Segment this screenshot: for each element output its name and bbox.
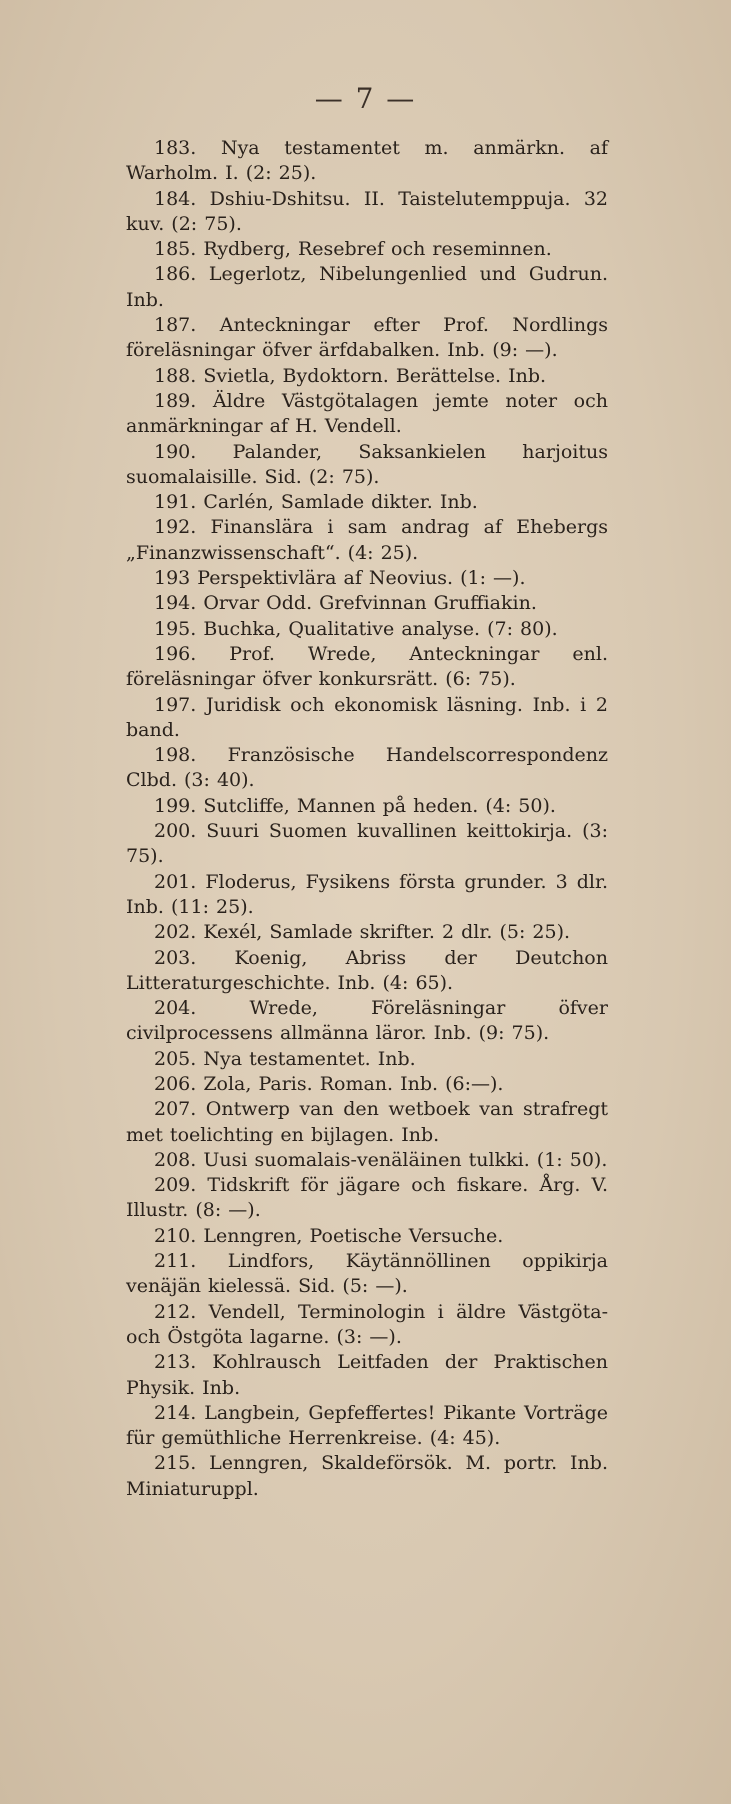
- catalog-entry: 213. Kohlrausch Leitfaden der Praktischen Physik. Inb.: [126, 1351, 608, 1399]
- catalog-entry: 211. Lindfors, Käytännöllinen oppikirja venäjän kielessä. Sid. (5: —).: [126, 1250, 608, 1298]
- catalog-entry: 186. Legerlotz, Nibelungenlied und Gudrun. Inb.: [126, 263, 608, 311]
- catalog-entry: 212. Vendell, Terminologin i äldre Västgöta- och Östgöta lagarne. (3: —).: [126, 1300, 608, 1348]
- catalog-entry: 203. Koenig, Abriss der Deutchon Litteraturgeschichte. Inb. (4: 65).: [126, 946, 608, 994]
- catalog-entry: 194. Orvar Odd. Grefvinnan Gruffiakin.: [154, 592, 537, 615]
- catalog-entry: 191. Carlén, Samlade dikter. Inb.: [154, 491, 478, 514]
- catalog-entry: 190. Palander, Saksankielen harjoitus suomalaisille. Sid. (2: 75).: [126, 440, 608, 488]
- catalog-entry: 200. Suuri Suomen kuvallinen keittokirja. (3: 75).: [126, 820, 608, 868]
- catalog-entry: 185. Rydberg, Resebref och reseminnen.: [154, 238, 552, 261]
- catalog-entry: 202. Kexél, Samlade skrifter. 2 dlr. (5: 25).: [154, 921, 571, 944]
- catalog-entry: 215. Lenngren, Skaldeförsök. M. portr. Inb. Miniaturuppl.: [126, 1452, 608, 1500]
- catalog-entry: 187. Anteckningar efter Prof. Nordlings föreläsningar öfver ärfdabalken. Inb. (9: —).: [126, 314, 608, 362]
- catalog-entry: 208. Uusi suomalais-venäläinen tulkki. (1: 50).: [154, 1148, 608, 1171]
- catalog-entry: 207. Ontwerp van den wetboek van strafregt met toelichting en bijlagen. Inb.: [126, 1098, 608, 1146]
- catalog-entry: 184. Dshiu-Dshitsu. II. Taistelutemppuja. 32 kuv. (2: 75).: [126, 187, 608, 235]
- catalog-entry: 214. Langbein, Gepfeffertes! Pikante Vorträge für gemüthliche Herrenkreise. (4: 45).: [126, 1401, 608, 1450]
- catalog-entry: 201. Floderus, Fysikens första grunder. 3 dlr. Inb. (11: 25).: [126, 870, 608, 918]
- catalog-entry: 188. Svietla, Bydoktorn. Berättelse. Inb.: [154, 364, 547, 387]
- catalog-entry: 204. Wrede, Föreläsningar öfver civilprocessens allmänna läror. Inb. (9: 75).: [126, 997, 608, 1045]
- catalog-entry: 198. Französische Handelscorrespondenz Clbd. (3: 40).: [126, 744, 608, 792]
- catalog-entry: 183. Nya testamentet m. anmärkn. af Warholm. I. (2: 25).: [126, 137, 608, 185]
- catalog-entry: 192. Finanslära i sam andrag af Ehebergs „Finanzwissenschaft“. (4: 25).: [126, 516, 608, 564]
- catalog-entries: [126, 136, 608, 1502]
- catalog-entry: 209. Tidskrift för jägare och fiskare. Årg. V. Illustr. (8: —).: [126, 1174, 608, 1222]
- catalog-entry: 210. Lenngren, Poetische Versuche.: [154, 1224, 504, 1247]
- page-number: — 7 —: [314, 82, 417, 115]
- catalog-entry: 195. Buchka, Qualitative analyse. (7: 80).: [154, 617, 558, 640]
- catalog-entry: 197. Juridisk och ekonomisk läsning. Inb. i 2 band.: [126, 693, 608, 741]
- catalog-entry: 206. Zola, Paris. Roman. Inb. (6:—).: [154, 1072, 504, 1095]
- catalog-entry: 205. Nya testamentet. Inb.: [154, 1047, 416, 1070]
- catalog-entry: 189. Äldre Västgötalagen jemte noter och anmärkningar af H. Vendell.: [126, 389, 608, 438]
- catalog-entry: 196. Prof. Wrede, Anteckningar enl. föreläsningar öfver konkursrätt. (6: 75).: [126, 642, 608, 691]
- catalog-entry: 199. Sutcliffe, Mannen på heden. (4: 50).: [154, 794, 556, 817]
- catalog-entry: 193 Perspektivlära af Neovius. (1: —).: [154, 567, 526, 590]
